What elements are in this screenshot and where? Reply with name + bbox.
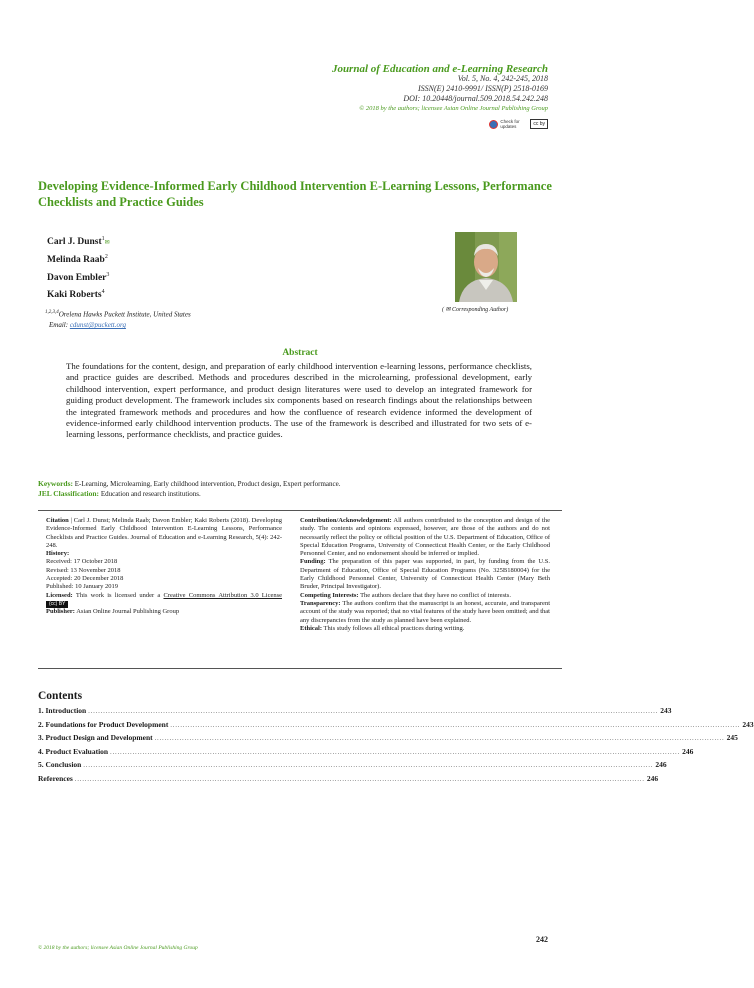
author: Davon Embler$^3$ <box>47 271 110 283</box>
abstract-title: Abstract <box>282 348 318 358</box>
toc-item[interactable]: References .................................................................................................................................................................................................................................... 246 <box>38 773 659 783</box>
contribution: Contribution/Acknowledgement: All authors contributed to the conception and design of the study. The contents and opinions expressed, however, are those of the authors and do not necessarily reflect the policy or official position of the U.S. Department of Education, Office of Special Education Programs, University of Connecticut Health Center, or the Early Childhood Personnel Center, and no endorsement should be inferred or implied. <box>300 517 550 558</box>
keywords-block <box>38 479 340 499</box>
author: Melinda Raab$^2$ <box>47 254 108 266</box>
publisher: Publisher: Asian Online Journal Publishing Group <box>46 608 180 616</box>
toc-item[interactable]: 4. Product Evaluation .................................................................................................................................................................................................................................... 246 <box>38 746 694 756</box>
abstract-text: The foundations for the content, design, and preparation of early childhood intervention e-learning lessons, performance checklists, and practice guides are described. Methods and procedures described in the microlearning, professional development, early childhood intervention, expert performance, and product design literatures were used to develop an integrated framework for guiding product development. The framework includes six components based on research findings about the relationships between the integrated framework methods and procedures and how the confluence of research evidence informed the development of evidence-informed early childhood intervention products. The use of the framework is described and illustrated for two sets of e-learning lessons, performance checklists, and practice guides. <box>66 361 532 440</box>
transparency: Transparency: The authors confirm that the manuscript is an honest, accurate, and transparent account of the study was reported; that no vital features of the study have been omitted; and that any discrepancies from the study as planned have been explained. <box>300 599 550 624</box>
article-info-left <box>46 517 282 617</box>
ethical: Ethical: This study follows all ethical practices during writing. <box>300 624 465 632</box>
page-number: 242 <box>536 935 548 944</box>
divider <box>38 668 562 669</box>
crossmark-badge[interactable] <box>489 119 522 129</box>
table-of-contents <box>38 705 754 787</box>
affiliation-text: Orelena Hawks Puckett Institute, United States <box>58 310 191 319</box>
article-info-right <box>300 517 550 633</box>
header-badges <box>489 119 548 129</box>
toc-item[interactable]: 2. Foundations for Product Development .................................................................................................................................................................................................................................... 243 <box>38 719 754 729</box>
author-list <box>47 232 110 302</box>
affiliation: $^{1,2,3,4}$Orelena Hawks Puckett Institute, United States Email: cdunst@puckett.org <box>45 310 191 330</box>
divider <box>38 510 562 511</box>
funding: Funding: The preparation of this paper was supported, in part, by funding from the U.S. Department of Education, Office of Special Education Programs (No. 325B180004) for the Early Childhood Personnel Center, University of Connecticut Health Center (Mary Beth Bruder, Principal Investigator). <box>300 558 550 591</box>
journal-doi[interactable]: DOI: 10.20448/journal.509.2018.54.242.248 <box>403 94 548 103</box>
keywords-label: Keywords: <box>38 479 73 488</box>
competing-interests: Competing Interests: The authors declare that they have no conflict of interests. <box>300 591 511 599</box>
email-label: Email: <box>49 321 69 330</box>
toc-item[interactable]: 1. Introduction .................................................................................................................................................................................................................................... 243 <box>38 706 672 715</box>
citation: Citation | Carl J. Dunst; Melinda Raab; Davon Embler; Kaki Roberts (2018). Developing Evidence-Informed Early Childhood Intervention E-Learning Lessons, Performance Checklists and Practice Guides. Journal of Education and e-Learning Research, 5(4): 242-248. <box>46 517 282 549</box>
journal-issn: ISSN(E) 2410-9991/ ISSN(P) 2518-0169 <box>418 84 548 93</box>
author-photo <box>455 232 517 302</box>
jel-label: JEL Classification: <box>38 489 100 498</box>
email-link[interactable]: cdunst@puckett.org <box>69 321 126 330</box>
jel-value: Education and research institutions. <box>100 490 201 498</box>
cc-license-badge[interactable]: cc by <box>530 119 548 129</box>
crossmark-icon <box>489 120 498 129</box>
toc-item[interactable]: 3. Product Design and Development .................................................................................................................................................................................................................................... 245 <box>38 733 738 743</box>
journal-header <box>332 64 548 114</box>
author: Carl J. Dunst$^1$✉ <box>47 236 110 248</box>
author: Kaki Roberts$^4$ <box>47 289 105 301</box>
license: Licensed: This work is licensed under a Creative Commons Attribution 3.0 License (cc) BY <box>46 591 283 607</box>
crossmark-label: Check for updates <box>500 119 520 129</box>
license-link[interactable]: Creative Commons Attribution 3.0 License <box>163 591 283 599</box>
photo-caption: ( ✉ Corresponding Author) <box>442 307 509 313</box>
journal-name: Journal of Education and e-Learning Research <box>331 63 548 75</box>
footer-copyright: © 2018 by the authors; licensee Asian Online Journal Publishing Group <box>38 945 198 951</box>
journal-volume: Vol. 5, No. 4, 242-245, 2018 <box>457 74 548 83</box>
toc-item[interactable]: 5. Conclusion .................................................................................................................................................................................................................................... 246 <box>38 760 667 770</box>
history: History: Received: 17 October 2018 Revised: 13 November 2018 Accepted: 20 December 2018 Published: 10 January 2019 <box>46 550 124 591</box>
contents-title: Contents <box>38 690 83 702</box>
cc-by-badge[interactable]: (cc) BY <box>46 601 68 608</box>
corresponding-author-icon: ✉ <box>104 240 110 247</box>
keywords-value: E-Learning, Microlearning, Early childhood intervention, Product design, Expert performance. <box>74 480 341 488</box>
article-title: Developing Evidence-Informed Early Childhood Intervention E-Learning Lessons, Performance Checklists and Practice Guides <box>38 179 552 209</box>
journal-copyright: © 2018 by the authors; licensee Asian Online Journal Publishing Group <box>359 105 548 112</box>
